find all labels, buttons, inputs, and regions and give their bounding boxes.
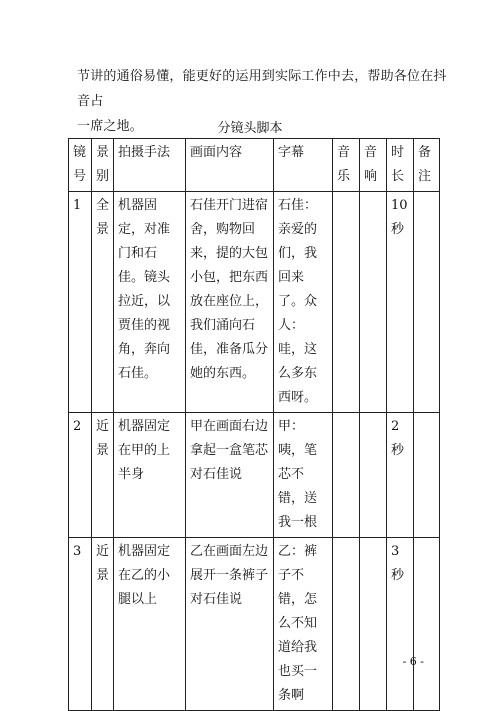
cell-content: 甲在画面右边拿起一盒笔芯对石佳说 [186, 413, 274, 538]
cell-technique: 机器固定在乙的小腿以上 [114, 538, 186, 711]
cell-duration: 2秒 [387, 413, 414, 538]
cell-sound [360, 538, 387, 711]
table-row [69, 413, 440, 538]
cell-shot: 近景 [92, 413, 114, 538]
intro-line-1: 节讲的通俗易懂，能更好的运用到实际工作中去，帮助各位在抖音占 [77, 69, 447, 109]
cell-music [333, 538, 360, 711]
cell-subtitle: 乙：裤子不错，怎么不知道给我也买一条啊 [274, 538, 333, 711]
header-sound: 音响 [360, 139, 387, 192]
cell-music [333, 192, 360, 413]
cell-content: 石佳开门进宿舍，购物回来，提的大包小包，把东西放在座位上，我们涌向石佳，准备瓜分她的东西。 [186, 192, 274, 413]
header-content: 画面内容 [186, 139, 274, 192]
header-no: 镜号 [69, 139, 92, 192]
cell-music [333, 413, 360, 538]
intro-line-2: 一席之地。 [77, 119, 144, 134]
table-title: 分镜头脚本 [217, 121, 283, 136]
header-shot: 景别 [92, 139, 114, 192]
cell-sound [360, 192, 387, 413]
cell-sound [360, 413, 387, 538]
table-row [69, 192, 440, 413]
storyboard-table [68, 138, 440, 711]
table-row [69, 538, 440, 711]
cell-note [414, 413, 440, 538]
table-header-row [69, 139, 440, 192]
cell-duration: 10秒 [387, 192, 414, 413]
cell-technique: 机器固定在甲的上半身 [114, 413, 186, 538]
cell-no: 3 [69, 538, 92, 711]
header-subtitle: 字幕 [274, 139, 333, 192]
cell-note [414, 192, 440, 413]
cell-subtitle: 石佳：亲爱的们，我回来了。众人：哇，这么多东西呀。 [274, 192, 333, 413]
cell-no: 1 [69, 192, 92, 413]
cell-technique: 机器固定，对准门和石佳。镜头拉近，以贾佳的视角，奔向石佳。 [114, 192, 186, 413]
cell-note [414, 538, 440, 711]
cell-shot: 全景 [92, 192, 114, 413]
cell-subtitle: 甲：咦，笔芯不错，送我一根 [274, 413, 333, 538]
cell-shot: 近景 [92, 538, 114, 711]
header-duration: 时长 [387, 139, 414, 192]
page-number: - 6 - [402, 655, 424, 668]
cell-content: 乙在画面左边展开一条裤子对石佳说 [186, 538, 274, 711]
cell-no: 2 [69, 413, 92, 538]
header-technique: 拍摄手法 [114, 139, 186, 192]
cell-duration: 3秒 [387, 538, 414, 711]
header-note: 备注 [414, 139, 440, 192]
header-music: 音乐 [333, 139, 360, 192]
